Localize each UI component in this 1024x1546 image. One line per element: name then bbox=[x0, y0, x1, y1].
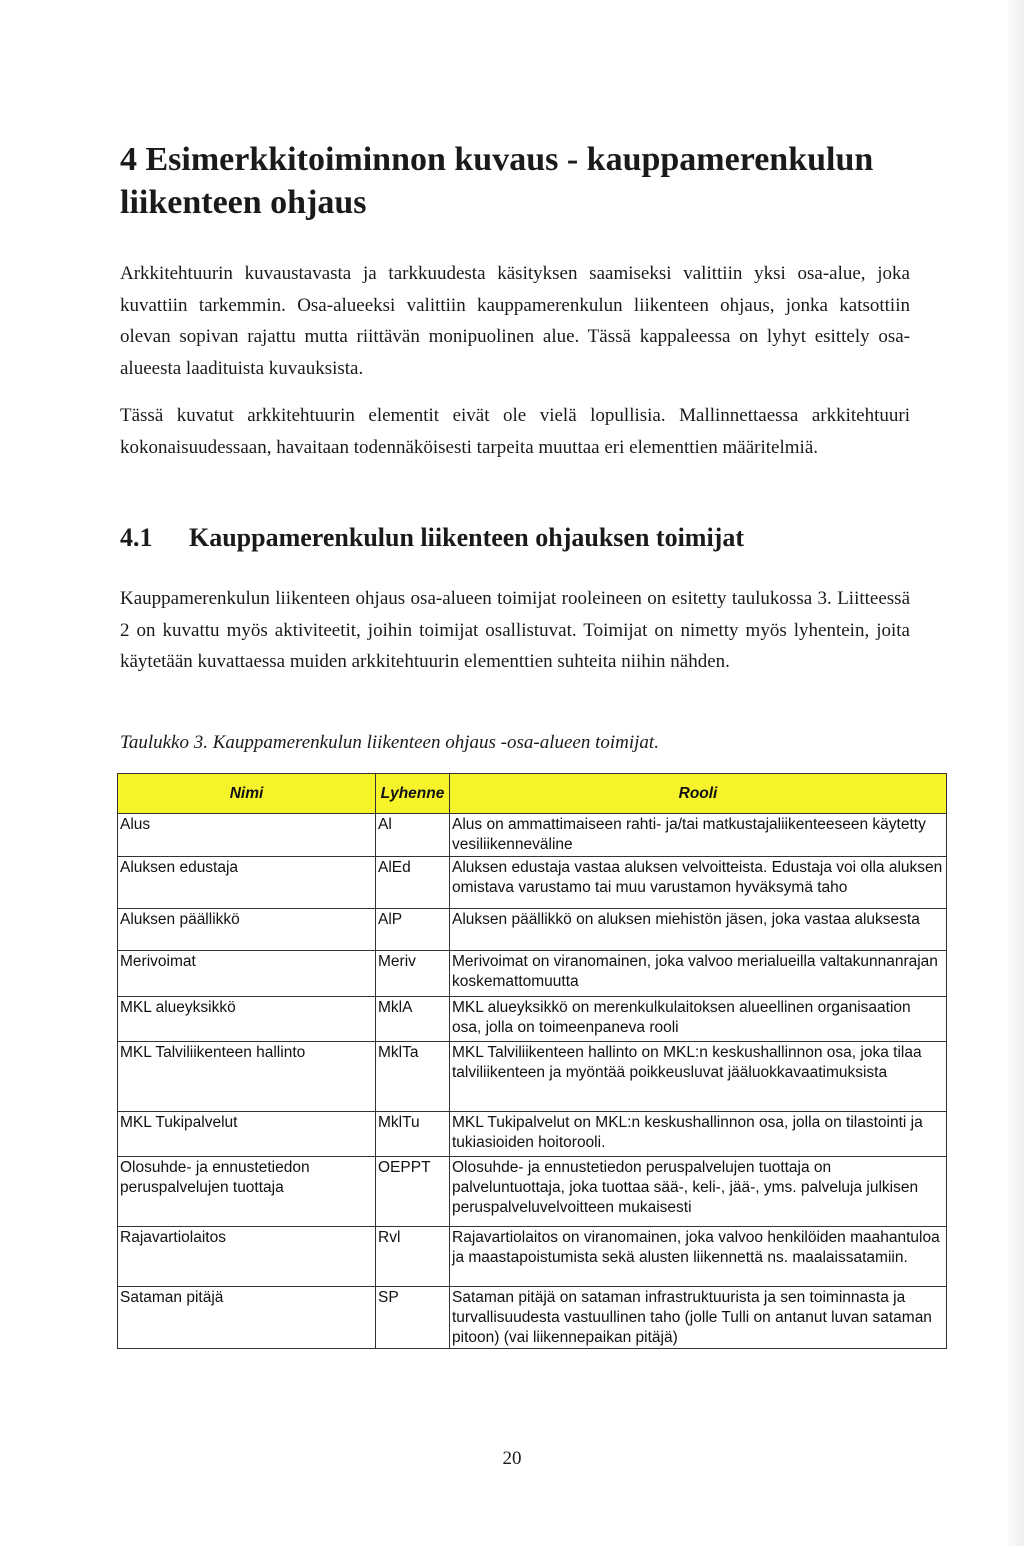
section-heading bbox=[120, 523, 744, 553]
table-caption: Taulukko 3. Kauppamerenkulun liikenteen ohjaus -osa-alueen toimijat. bbox=[120, 732, 659, 753]
table-row bbox=[118, 814, 947, 857]
table-row bbox=[118, 1042, 947, 1112]
page-number: 20 bbox=[502, 1448, 522, 1469]
actor-abbr-cell: AlP bbox=[376, 909, 450, 951]
section-number: 4.1 bbox=[120, 523, 153, 552]
actor-name-cell: Aluksen edustaja bbox=[118, 857, 376, 909]
table-row bbox=[118, 1287, 947, 1349]
actor-name-cell: Sataman pitäjä bbox=[118, 1287, 376, 1349]
actor-name-cell: Rajavartiolaitos bbox=[118, 1227, 376, 1287]
actor-role-cell: MKL Tukipalvelut on MKL:n keskushallinnon osa, jolla on tilastointi ja tukiasioiden hoitorooli. bbox=[450, 1112, 947, 1157]
actor-role-cell: Rajavartiolaitos on viranomainen, joka valvoo henkilöiden maahantuloa ja maastapoistumista sekä alusten liikennettä ns. maalaissatamiin. bbox=[450, 1227, 947, 1287]
actor-name-cell: Alus bbox=[118, 814, 376, 857]
actor-abbr-cell: MklTu bbox=[376, 1112, 450, 1157]
actor-name-cell: Merivoimat bbox=[118, 951, 376, 997]
header-role: Rooli bbox=[450, 774, 947, 814]
page-scan-edge bbox=[1008, 0, 1024, 1546]
actor-abbr-cell: OEPPT bbox=[376, 1157, 450, 1227]
table-row bbox=[118, 997, 947, 1042]
actor-role-cell: Aluksen päällikkö on aluksen miehistön jäsen, joka vastaa aluksesta bbox=[450, 909, 947, 951]
header-name: Nimi bbox=[118, 774, 376, 814]
actor-name-cell: Olosuhde- ja ennustetiedon peruspalvelujen tuottaja bbox=[118, 1157, 376, 1227]
actor-role-cell: MKL alueyksikkö on merenkulkulaitoksen alueellinen organisaation osa, jolla on toimeenpaneva rooli bbox=[450, 997, 947, 1042]
actor-name-cell: MKL alueyksikkö bbox=[118, 997, 376, 1042]
actor-abbr-cell: MklTa bbox=[376, 1042, 450, 1112]
section-title: Kauppamerenkulun liikenteen ohjauksen toimijat bbox=[189, 523, 745, 552]
table-body bbox=[118, 814, 947, 1349]
table-row bbox=[118, 951, 947, 997]
table-row bbox=[118, 909, 947, 951]
intro-paragraph-2: Tässä kuvatut arkkitehtuurin elementit eivät ole vielä lopullisia. Mallinnettaessa arkkitehtuuri kokonaisuudessaan, havaitaan todennäköisesti tarpeita muuttaa eri elementtien määritelmiä. bbox=[120, 405, 910, 458]
actor-abbr-cell: Meriv bbox=[376, 951, 450, 997]
table-row bbox=[118, 1112, 947, 1157]
actor-role-cell: Alus on ammattimaiseen rahti- ja/tai matkustajaliikenteeseen käytetty vesiliikenneväline bbox=[450, 814, 947, 857]
table-header-row bbox=[118, 774, 947, 814]
actor-role-cell: Sataman pitäjä on sataman infrastruktuurista ja sen toiminnasta ja turvallisuudesta vastuullinen taho (jolle Tulli on antanut luvan sataman pitoon) (vai liikennepaikan pitäjä) bbox=[450, 1287, 947, 1349]
actor-role-cell: Aluksen edustaja vastaa aluksen velvoitteista. Edustaja voi olla aluksen omistava varustamo tai muu varustamon hyväksymä taho bbox=[450, 857, 947, 909]
actor-abbr-cell: Al bbox=[376, 814, 450, 857]
actor-name-cell: MKL Tukipalvelut bbox=[118, 1112, 376, 1157]
actor-role-cell: MKL Talviliikenteen hallinto on MKL:n keskushallinnon osa, joka tilaa talviliikenteen ja myöntää poikkeusluvat jääluokkavaatimuksista bbox=[450, 1042, 947, 1112]
intro-paragraph-1: Arkkitehtuurin kuvaustavasta ja tarkkuudesta käsityksen saamiseksi valittiin yksi osa-alue, joka kuvattiin tarkemmin. Osa-alueeksi valittiin kauppamerenkulun liikenteen ohjaus, jonka katsottiin olevan sopivan rajattu mutta riittävän monipuolinen alue. Tässä kappaleessa on lyhyt esittely osa-alueesta laadituista kuvauksista. bbox=[120, 263, 910, 379]
header-abbr: Lyhenne bbox=[376, 774, 450, 814]
actor-abbr-cell: AlEd bbox=[376, 857, 450, 909]
actor-name-cell: MKL Talviliikenteen hallinto bbox=[118, 1042, 376, 1112]
table-row bbox=[118, 857, 947, 909]
actor-abbr-cell: MklA bbox=[376, 997, 450, 1042]
actor-role-cell: Olosuhde- ja ennustetiedon peruspalvelujen tuottaja on palveluntuottaja, joka tuottaa sää-, keli-, jää-, yms. palveluja julkisen peruspalveluvelvoitteen mukaisesti bbox=[450, 1157, 947, 1227]
actor-abbr-cell: SP bbox=[376, 1287, 450, 1349]
table-row bbox=[118, 1157, 947, 1227]
section-paragraph: Kauppamerenkulun liikenteen ohjaus osa-alueen toimijat rooleineen on esitetty taulukossa 3. Liitteessä 2 on kuvattu myös aktiviteetit, joihin toimijat osallistuvat. Toimijat on nimetty myös lyhentein, joita käytetään kuvattaessa muiden arkkitehtuurin elementtien suhteita niihin nähden. bbox=[120, 588, 910, 672]
table-row bbox=[118, 1227, 947, 1287]
actor-abbr-cell: Rvl bbox=[376, 1227, 450, 1287]
chapter-title: 4 Esimerkkitoiminnon kuvaus - kauppamerenkulun liikenteen ohjaus bbox=[120, 141, 874, 221]
actor-role-cell: Merivoimat on viranomainen, joka valvoo merialueilla valtakunnanrajan koskemattomuutta bbox=[450, 951, 947, 997]
actors-table bbox=[117, 773, 947, 1349]
actor-name-cell: Aluksen päällikkö bbox=[118, 909, 376, 951]
